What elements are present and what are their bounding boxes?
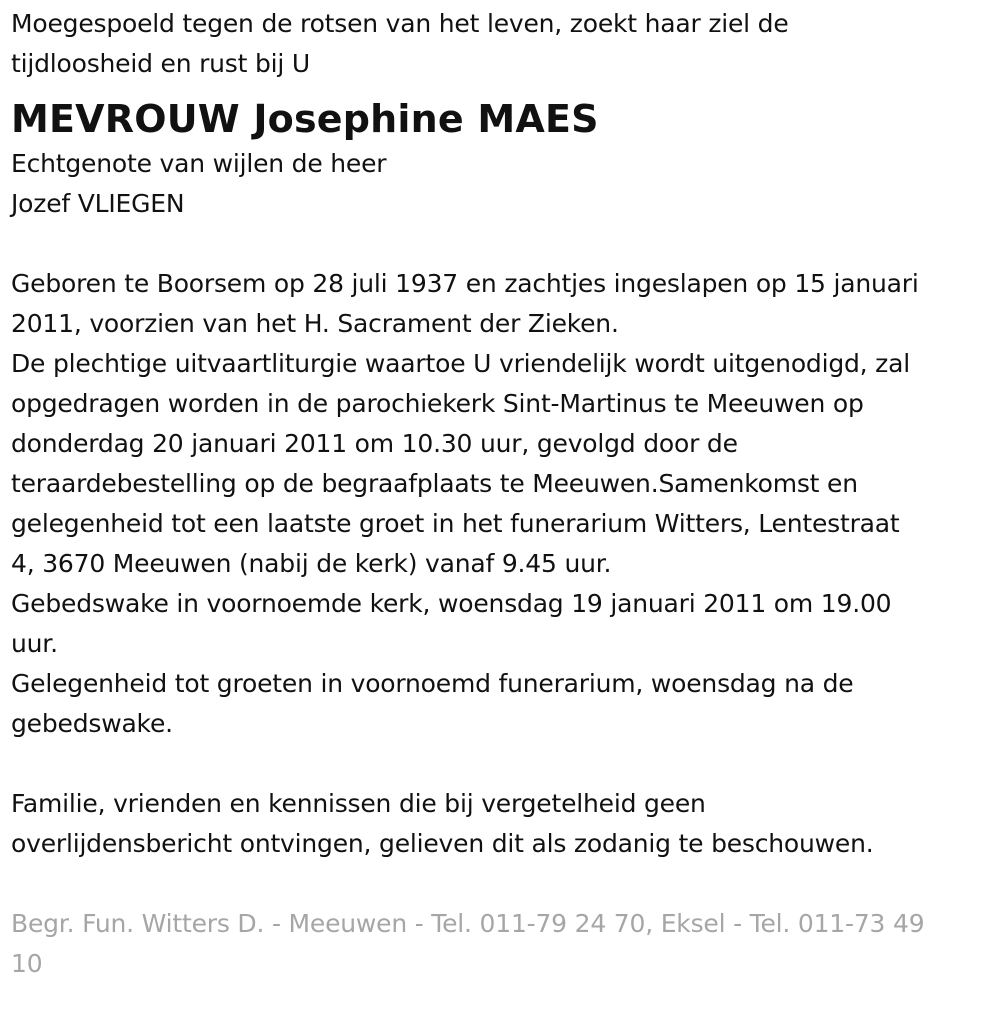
deceased-name: MEVROUW Josephine MAES — [11, 97, 599, 141]
footer-line: 10 — [11, 949, 43, 978]
notice-line: overlijdensbericht ontvingen, gelieven dit als zodanig te beschouwen. — [11, 829, 874, 858]
obituary-notice — [11, 4, 991, 984]
funeral-home-footer — [11, 904, 991, 984]
spacer — [11, 744, 991, 784]
body-line: uur. — [11, 629, 58, 658]
motto-line: tijdloosheid en rust bij U — [11, 49, 310, 78]
body-line: De plechtige uitvaartliturgie waartoe U vriendelijk wordt uitgenodigd, zal — [11, 349, 910, 378]
motto-line: Moegespoeld tegen de rotsen van het leven, zoekt haar ziel de — [11, 9, 789, 38]
body-line: Gebedswake in voornoemde kerk, woensdag 19 januari 2011 om 19.00 — [11, 589, 892, 618]
body-line: gebedswake. — [11, 709, 173, 738]
body-line: gelegenheid tot een laatste groet in het funerarium Witters, Lentestraat — [11, 509, 900, 538]
spouse-line: Echtgenote van wijlen de heer — [11, 149, 387, 178]
footer-line: Begr. Fun. Witters D. - Meeuwen - Tel. 011-79 24 70, Eksel - Tel. 011-73 49 — [11, 909, 925, 938]
spacer — [11, 864, 991, 904]
spouse-info — [11, 144, 991, 224]
body-line: 4, 3670 Meeuwen (nabij de kerk) vanaf 9.45 uur. — [11, 549, 612, 578]
body-line: Geboren te Boorsem op 28 juli 1937 en zachtjes ingeslapen op 15 januari — [11, 269, 919, 298]
notice-line: Familie, vrienden en kennissen die bij vergetelheid geen — [11, 789, 706, 818]
motto — [11, 4, 991, 84]
spacer — [11, 224, 991, 264]
body-line: donderdag 20 januari 2011 om 10.30 uur, gevolgd door de — [11, 429, 738, 458]
body-line: opgedragen worden in de parochiekerk Sint-Martinus te Meeuwen op — [11, 389, 864, 418]
funeral-details — [11, 264, 991, 744]
body-line: Gelegenheid tot groeten in voornoemd funerarium, woensdag na de — [11, 669, 854, 698]
spouse-line: Jozef VLIEGEN — [11, 189, 185, 218]
body-line: 2011, voorzien van het H. Sacrament der Zieken. — [11, 309, 619, 338]
notice — [11, 784, 991, 864]
body-line: teraardebestelling op de begraafplaats te Meeuwen.Samenkomst en — [11, 469, 858, 498]
